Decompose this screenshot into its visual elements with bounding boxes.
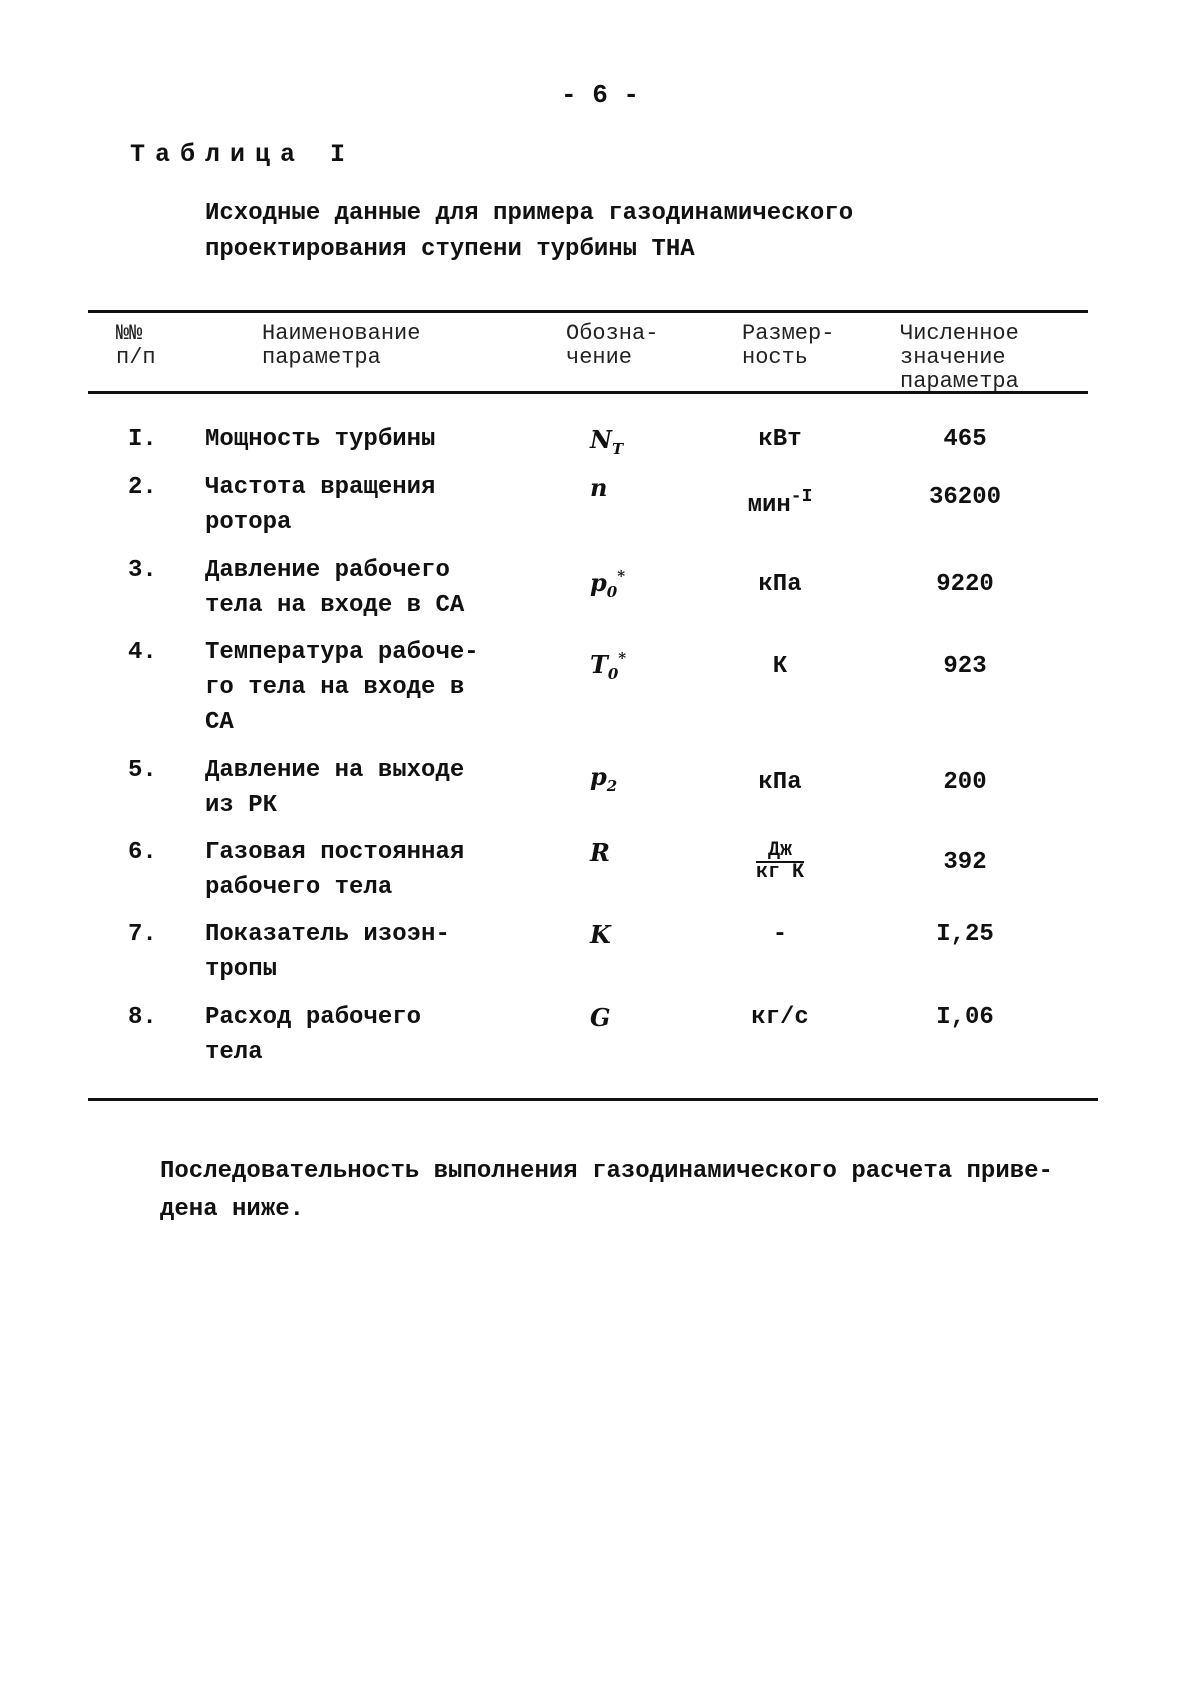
header-value <box>900 322 1019 394</box>
row-number: 7. <box>128 921 157 948</box>
row-number: 5. <box>128 757 157 784</box>
header-value-line-2: значение <box>900 345 1006 370</box>
symbol-base: p <box>590 762 607 791</box>
row-name-line: Показатель изоэн- <box>205 921 450 948</box>
row-name-line: СА <box>205 709 234 736</box>
symbol-subscript: 2 <box>606 777 618 795</box>
row-name-line: рабочего тела <box>205 874 393 901</box>
symbol-base: T <box>590 650 608 679</box>
header-unit <box>742 322 834 370</box>
row-symbol <box>590 559 650 610</box>
row-name-line: Расход рабочего <box>205 1004 422 1031</box>
row-unit <box>720 480 840 523</box>
row-value: 392 <box>943 849 987 876</box>
table-title-line-1: Исходные данные для примера газодинамического <box>205 200 854 227</box>
symbol-base: G <box>590 1003 611 1032</box>
row-name-line: Давление на выходе <box>205 757 465 784</box>
row-name-line: тела на входе в СА <box>205 592 465 619</box>
row-number: 3. <box>128 557 157 584</box>
row-unit: - <box>772 921 788 948</box>
row-name-line: Давление рабочего <box>205 557 450 584</box>
row-name-line: Частота вращения <box>205 474 436 501</box>
row-number: I. <box>128 426 157 453</box>
row-symbol <box>590 835 650 870</box>
row-value: 923 <box>943 653 987 680</box>
row-value: I,06 <box>936 1004 994 1031</box>
symbol-base: N <box>590 425 612 454</box>
row-parameter-name <box>205 917 505 987</box>
row-value: 200 <box>943 769 987 796</box>
symbol-subscript: T <box>611 440 624 458</box>
page-number: - 6 - <box>560 80 639 110</box>
row-name-line: Температура рабоче- <box>205 639 479 666</box>
header-value-line-1: Численное <box>900 321 1019 346</box>
row-name-line: тропы <box>205 956 278 983</box>
row-symbol <box>590 470 650 505</box>
footnote-line-2: дена ниже. <box>160 1196 305 1223</box>
row-value: I,25 <box>936 921 994 948</box>
symbol-superscript: * <box>617 567 626 585</box>
row-name-line: Мощность турбины <box>205 426 436 453</box>
row-symbol <box>590 422 650 467</box>
row-unit: кПа <box>758 769 802 796</box>
unit-fraction-denominator: кг К <box>755 861 804 884</box>
row-parameter-name <box>205 835 505 905</box>
row-value: 465 <box>943 426 987 453</box>
header-num <box>116 322 156 370</box>
header-num-line-2: п/п <box>116 345 156 370</box>
row-parameter-name <box>205 553 505 623</box>
row-parameter-name <box>205 470 505 540</box>
row-number: 4. <box>128 639 157 666</box>
header-value-line-3: параметра <box>900 369 1019 394</box>
table-bottom-rule <box>88 1098 1098 1101</box>
header-unit-line-2: ность <box>742 345 809 370</box>
row-value: 9220 <box>936 571 994 598</box>
row-number: 2. <box>128 474 157 501</box>
symbol-base: R <box>590 838 610 867</box>
row-name-line: тела <box>205 1039 263 1066</box>
row-symbol <box>590 641 650 692</box>
row-number: 6. <box>128 839 157 866</box>
row-name-line: ротора <box>205 509 292 536</box>
symbol-subscript: 0 <box>607 665 619 683</box>
row-symbol <box>590 1000 650 1035</box>
unit-superscript: -I <box>790 487 813 507</box>
row-parameter-name <box>205 753 505 823</box>
header-name-line-1: Наименование <box>262 321 421 346</box>
row-value: 36200 <box>928 484 1001 511</box>
row-unit: кПа <box>758 571 802 598</box>
row-unit: кВт <box>758 426 802 453</box>
table-caption: Таблица I <box>130 140 356 169</box>
symbol-base: n <box>590 473 608 502</box>
header-name-line-2: параметра <box>262 345 381 370</box>
row-unit: К <box>772 653 788 680</box>
unit-fraction-numerator: Дж <box>756 841 804 863</box>
row-symbol <box>590 759 650 804</box>
row-parameter-name <box>205 422 505 457</box>
header-symbol <box>566 322 658 370</box>
header-num-line-1: №№ <box>116 321 143 346</box>
row-unit <box>720 841 840 883</box>
row-name-line: из РК <box>205 792 278 819</box>
table-title-line-2: проектирования ступени турбины ТНА <box>205 236 695 263</box>
row-unit: кг/с <box>751 1004 809 1031</box>
header-unit-line-1: Размер- <box>742 321 835 346</box>
row-number: 8. <box>128 1004 157 1031</box>
row-name-line: го тела на входе в <box>205 674 465 701</box>
row-name-line: Газовая постоянная <box>205 839 465 866</box>
header-symbol-line-2: чение <box>566 345 633 370</box>
unit-fraction <box>756 841 804 883</box>
symbol-base: p <box>590 568 607 597</box>
row-symbol <box>590 917 650 952</box>
header-symbol-line-1: Обозна- <box>566 321 659 346</box>
symbol-subscript: 0 <box>606 583 618 601</box>
row-parameter-name <box>205 635 505 740</box>
unit-base: мин <box>747 492 791 519</box>
table-top-rule <box>88 310 1088 313</box>
symbol-superscript: * <box>618 649 627 667</box>
table-header-rule <box>88 391 1088 394</box>
header-name <box>262 322 420 370</box>
row-parameter-name <box>205 1000 505 1070</box>
symbol-base: K <box>590 920 611 949</box>
footnote-line-1: Последовательность выполнения газодинамического расчета приве- <box>160 1158 1053 1185</box>
